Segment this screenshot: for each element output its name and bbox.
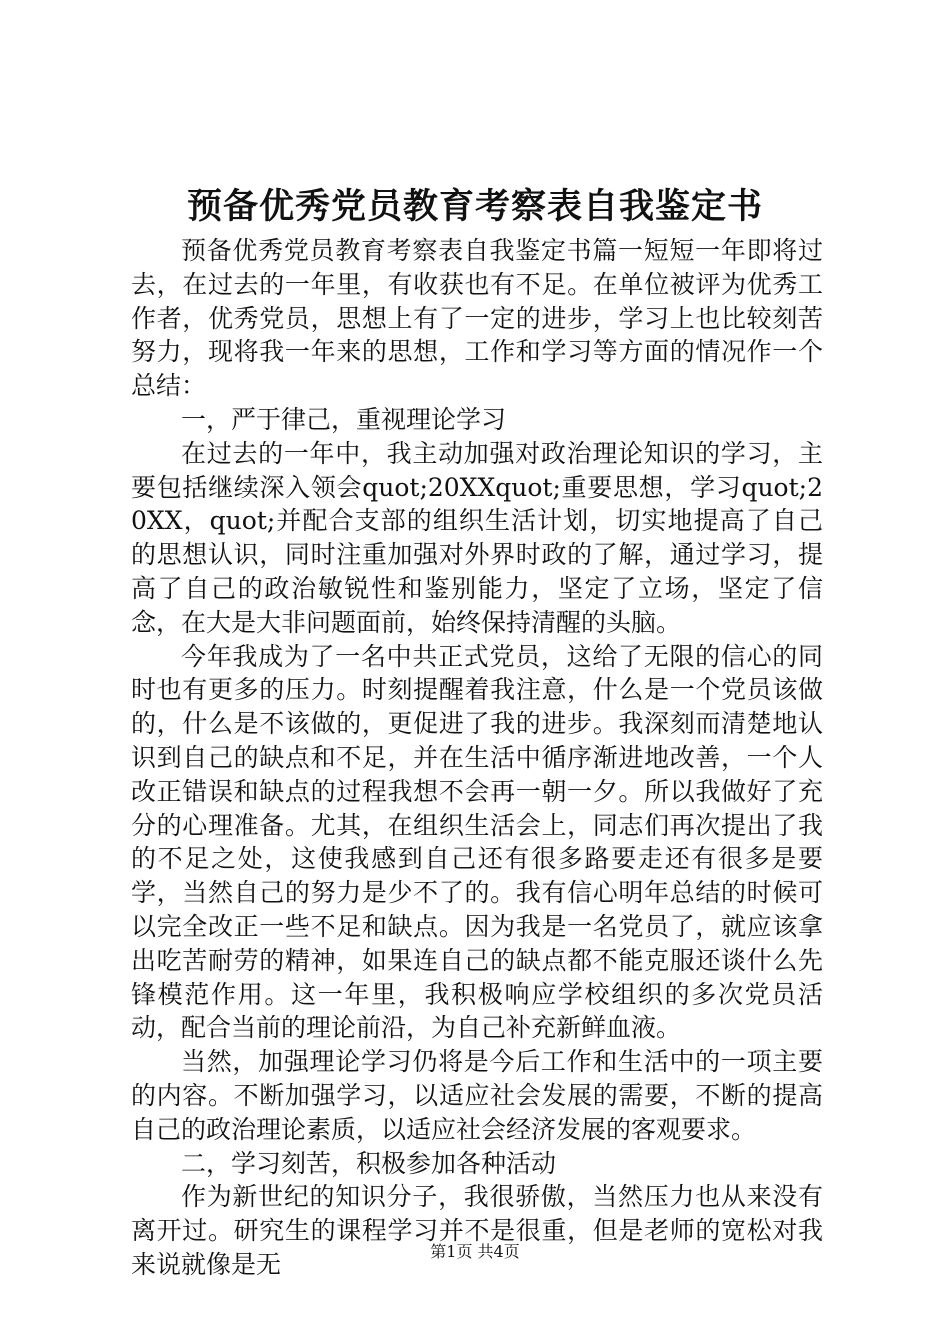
document-body <box>131 234 823 1282</box>
document-title: 预备优秀党员教育考察表自我鉴定书 <box>186 186 763 227</box>
section-heading: 一，严于律己，重视理论学习 <box>181 404 507 434</box>
body-paragraph: 在过去的一年中，我主动加强对政治理论知识的学习，主要包括继续深入领会quot;20XXquot;重要思想，学习quot;20XX，quot;并配合支部的组织生活计划，切实地提高了自己的思想认识，同时注重加强对外界时政的了解，通过学习，提高了自己的政治敏锐性和鉴别能力，坚定了立场，坚定了信念，在大是大非问题面前，始终保持清醒的头脑。 <box>131 438 823 637</box>
section-heading: 二，学习刻苦，积极参加各种活动 <box>181 1148 557 1178</box>
body-paragraph: 今年我成为了一名中共正式党员，这给了无限的信心的同时也有更多的压力。时刻提醒着我注意，什么是一个党员该做的，什么是不该做的，更促进了我的进步。我深刻而清楚地认识到自己的缺点和不足，并在生活中循序渐进地改善，一个人改正错误和缺点的过程我想不会再一朝一夕。所以我做好了充分的心理准备。尤其，在组织生活会上，同志们再次提出了我的不足之处，这使我感到自己还有很多路要走还有很多是要学，当然自己的努力是少不了的。我有信心明年总结的时候可以完全改正一些不足和缺点。因为我是一名党员了，就应该拿出吃苦耐劳的精神，如果连自己的缺点都不能克服还谈什么先锋模范作用。这一年里，我积极响应学校组织的多次党员活动，配合当前的理论前沿，为自己补充新鲜血液。 <box>131 641 823 1043</box>
body-paragraph: 预备优秀党员教育考察表自我鉴定书篇一短短一年即将过去，在过去的一年里，有收获也有不足。在单位被评为优秀工作者，优秀党员，思想上有了一定的进步，学习上也比较刻苦努力，现将我一年来的思想，工作和学习等方面的情况作一个总结： <box>131 236 823 401</box>
body-paragraph: 作为新世纪的知识分子，我很骄傲，当然压力也从来没有离开过。研究生的课程学习并不是很重，但是老师的宽松对我来说就像是无 <box>131 1182 823 1279</box>
body-paragraph: 当然，加强理论学习仍将是今后工作和生活中的一项主要的内容。不断加强学习，以适应社会发展的需要，不断的提高自己的政治理论素质，以适应社会经济发展的客观要求。 <box>131 1047 823 1144</box>
page-footer: 第1页 共4页 <box>430 1242 520 1261</box>
